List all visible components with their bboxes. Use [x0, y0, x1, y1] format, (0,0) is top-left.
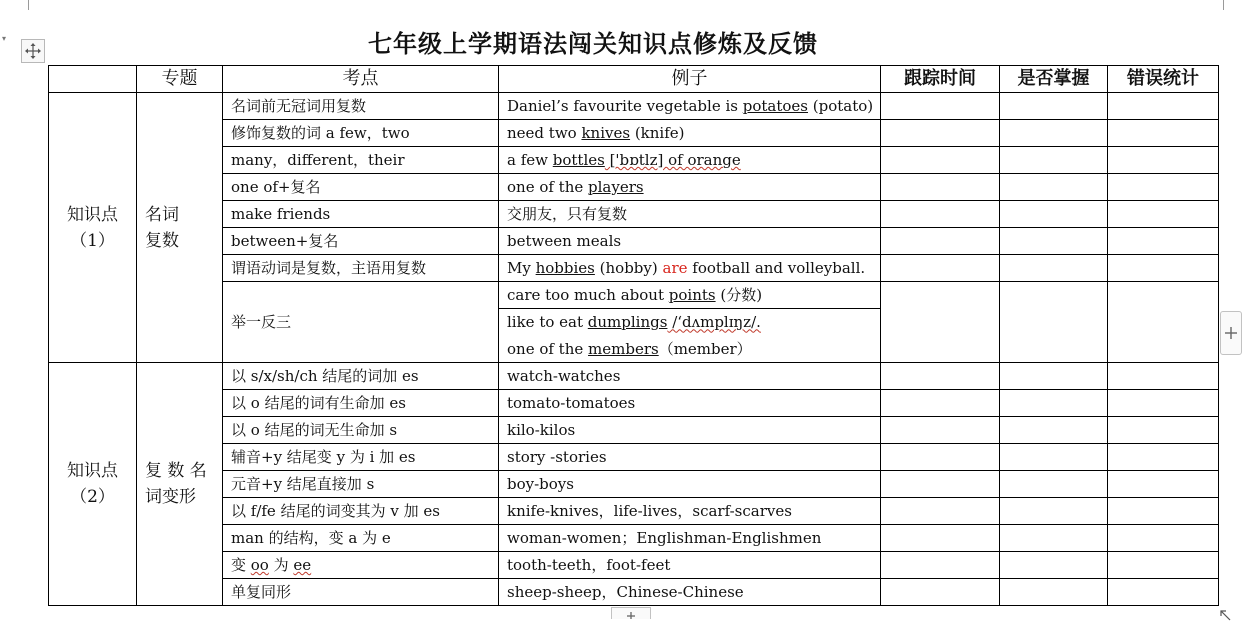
point-cell: man 的结构，变 a 为 e: [223, 525, 499, 552]
plus-icon: [625, 609, 637, 619]
table-row: [49, 552, 1219, 579]
topic-line: 复数: [145, 230, 179, 251]
table-row: [49, 201, 1219, 228]
header-point: 考点: [223, 66, 499, 93]
table-row: [49, 390, 1219, 417]
example-cell: between meals: [499, 228, 881, 255]
tracking-time-cell[interactable]: [881, 282, 1000, 363]
point-cell: 以 s/x/sh/ch 结尾的词加 es: [223, 363, 499, 390]
table-row: [49, 174, 1219, 201]
group-label-cell: [49, 363, 137, 606]
table-row: [49, 471, 1219, 498]
table-header-row: [49, 66, 1219, 93]
header-mastered: 是否掌握: [1000, 66, 1108, 93]
error-stats-cell[interactable]: [1108, 93, 1219, 120]
mastered-cell[interactable]: [1000, 471, 1108, 498]
table-row: [49, 525, 1219, 552]
mastered-cell[interactable]: [1000, 228, 1108, 255]
point-cell: 举一反三: [223, 282, 499, 363]
mastered-cell[interactable]: [1000, 363, 1108, 390]
mastered-cell[interactable]: [1000, 282, 1108, 363]
example-cell: kilo-kilos: [499, 417, 881, 444]
tracking-time-cell[interactable]: [881, 174, 1000, 201]
error-stats-cell[interactable]: [1108, 174, 1219, 201]
example-cell: 交朋友，只有复数: [499, 201, 881, 228]
error-stats-cell[interactable]: [1108, 255, 1219, 282]
plus-icon: [1224, 326, 1238, 340]
mastered-cell[interactable]: [1000, 201, 1108, 228]
point-cell: 变 oo 为 ee: [223, 552, 499, 579]
error-stats-cell[interactable]: [1108, 363, 1219, 390]
point-cell: 修饰复数的词 a few，two: [223, 120, 499, 147]
point-cell: 元音+y 结尾直接加 s: [223, 471, 499, 498]
header-topic: 专题: [137, 66, 223, 93]
mastered-cell[interactable]: [1000, 120, 1108, 147]
error-stats-cell[interactable]: [1108, 282, 1219, 363]
error-stats-cell[interactable]: [1108, 471, 1219, 498]
example-cell: Daniel’s favourite vegetable is potatoes (potato): [499, 93, 881, 120]
tracking-time-cell[interactable]: [881, 525, 1000, 552]
example-cell: tooth-teeth，foot-feet: [499, 552, 881, 579]
point-cell: 以 f/fe 结尾的词变其为 v 加 es: [223, 498, 499, 525]
group-label-line: （1）: [70, 230, 115, 251]
tracking-time-cell[interactable]: [881, 120, 1000, 147]
ruler-marker-icon: ▾: [2, 34, 7, 43]
tracking-time-cell[interactable]: [881, 390, 1000, 417]
error-stats-cell[interactable]: [1108, 552, 1219, 579]
example-cell: tomato-tomatoes: [499, 390, 881, 417]
point-cell: 以 o 结尾的词无生命加 s: [223, 417, 499, 444]
table-row: [49, 579, 1219, 606]
tracking-time-cell[interactable]: [881, 444, 1000, 471]
example-cell: boy-boys: [499, 471, 881, 498]
example-cell: care too much about points (分数): [499, 282, 881, 309]
error-stats-cell[interactable]: [1108, 525, 1219, 552]
tracking-time-cell[interactable]: [881, 201, 1000, 228]
error-stats-cell[interactable]: [1108, 147, 1219, 174]
tracking-time-cell[interactable]: [881, 147, 1000, 174]
group-label-cell: [49, 93, 137, 363]
header-example: 例子: [499, 66, 881, 93]
error-stats-cell[interactable]: [1108, 498, 1219, 525]
mastered-cell[interactable]: [1000, 390, 1108, 417]
table-row: [49, 417, 1219, 444]
header-tracking-time: 跟踪时间: [881, 66, 1000, 93]
mastered-cell[interactable]: [1000, 147, 1108, 174]
point-cell: 谓语动词是复数，主语用复数: [223, 255, 499, 282]
example-cell: watch-watches: [499, 363, 881, 390]
document-title: 七年级上学期语法闯关知识点修炼及反馈: [368, 29, 818, 58]
tracking-time-cell[interactable]: [881, 579, 1000, 606]
group-label-line: （2）: [70, 487, 115, 507]
example-cell: need two knives (knife): [499, 120, 881, 147]
error-stats-cell[interactable]: [1108, 444, 1219, 471]
example-cell: like to eat dumplings /‘dʌmplɪŋz/.: [499, 309, 881, 336]
grammar-table: [48, 65, 1219, 606]
table-row: [49, 363, 1219, 390]
topic-cell: [137, 93, 223, 363]
point-cell: 名词前无冠词用复数: [223, 93, 499, 120]
mastered-cell[interactable]: [1000, 174, 1108, 201]
topic-line: 词变形: [145, 487, 196, 507]
topic-cell: [137, 363, 223, 606]
table-resize-handle[interactable]: [1219, 607, 1233, 619]
tracking-time-cell[interactable]: [881, 417, 1000, 444]
header-blank-cell: [49, 66, 137, 93]
resize-corner-icon: [1219, 610, 1233, 622]
tracking-time-cell[interactable]: [881, 498, 1000, 525]
point-cell: 单复同形: [223, 579, 499, 606]
group-label-line: 知识点: [67, 204, 118, 225]
example-cell: knife-knives，life-lives，scarf-scarves: [499, 498, 881, 525]
topic-line: 名词: [145, 204, 179, 225]
error-stats-cell[interactable]: [1108, 201, 1219, 228]
example-cell: a few bottles ['bɒtlz] of orange: [499, 147, 881, 174]
point-cell: one of+复名: [223, 174, 499, 201]
table-row: [49, 93, 1219, 120]
example-cell: sheep-sheep，Chinese-Chinese: [499, 579, 881, 606]
example-cell: one of the members（member）: [499, 336, 881, 363]
example-cell: My hobbies (hobby) are football and volleyball.: [499, 255, 881, 282]
tracking-time-cell[interactable]: [881, 471, 1000, 498]
mastered-cell[interactable]: [1000, 255, 1108, 282]
mastered-cell[interactable]: [1000, 579, 1108, 606]
point-cell: many，different，their: [223, 147, 499, 174]
example-cell: story -stories: [499, 444, 881, 471]
mastered-cell[interactable]: [1000, 498, 1108, 525]
point-cell: 辅音+y 结尾变 y 为 i 加 es: [223, 444, 499, 471]
add-column-button[interactable]: [1220, 311, 1242, 355]
margin-corner-mark: [1223, 0, 1234, 10]
header-error-stats: 错误统计: [1108, 66, 1219, 93]
tracking-time-cell[interactable]: [881, 363, 1000, 390]
table-row: [49, 228, 1219, 255]
table-row: [49, 282, 1219, 309]
example-cell: one of the players: [499, 174, 881, 201]
margin-corner-mark: [18, 0, 29, 10]
tracking-time-cell[interactable]: [881, 255, 1000, 282]
table-row: [49, 498, 1219, 525]
error-stats-cell[interactable]: [1108, 120, 1219, 147]
mastered-cell[interactable]: [1000, 525, 1108, 552]
mastered-cell[interactable]: [1000, 552, 1108, 579]
topic-line: 复 数 名: [145, 461, 207, 481]
table-row: [49, 120, 1219, 147]
point-cell: 以 o 结尾的词有生命加 es: [223, 390, 499, 417]
error-stats-cell[interactable]: [1108, 417, 1219, 444]
add-row-button[interactable]: [611, 607, 651, 619]
point-cell: make friends: [223, 201, 499, 228]
tracking-time-cell[interactable]: [881, 93, 1000, 120]
error-stats-cell[interactable]: [1108, 390, 1219, 417]
tracking-time-cell[interactable]: [881, 228, 1000, 255]
table-row: [49, 147, 1219, 174]
point-cell: between+复名: [223, 228, 499, 255]
error-stats-cell[interactable]: [1108, 579, 1219, 606]
mastered-cell[interactable]: [1000, 93, 1108, 120]
tracking-time-cell[interactable]: [881, 552, 1000, 579]
table-row: [49, 444, 1219, 471]
table-row: [49, 255, 1219, 282]
error-stats-cell[interactable]: [1108, 228, 1219, 255]
group-label-line: 知识点: [67, 461, 118, 481]
mastered-cell[interactable]: [1000, 417, 1108, 444]
example-cell: woman-women；Englishman-Englishmen: [499, 525, 881, 552]
mastered-cell[interactable]: [1000, 444, 1108, 471]
